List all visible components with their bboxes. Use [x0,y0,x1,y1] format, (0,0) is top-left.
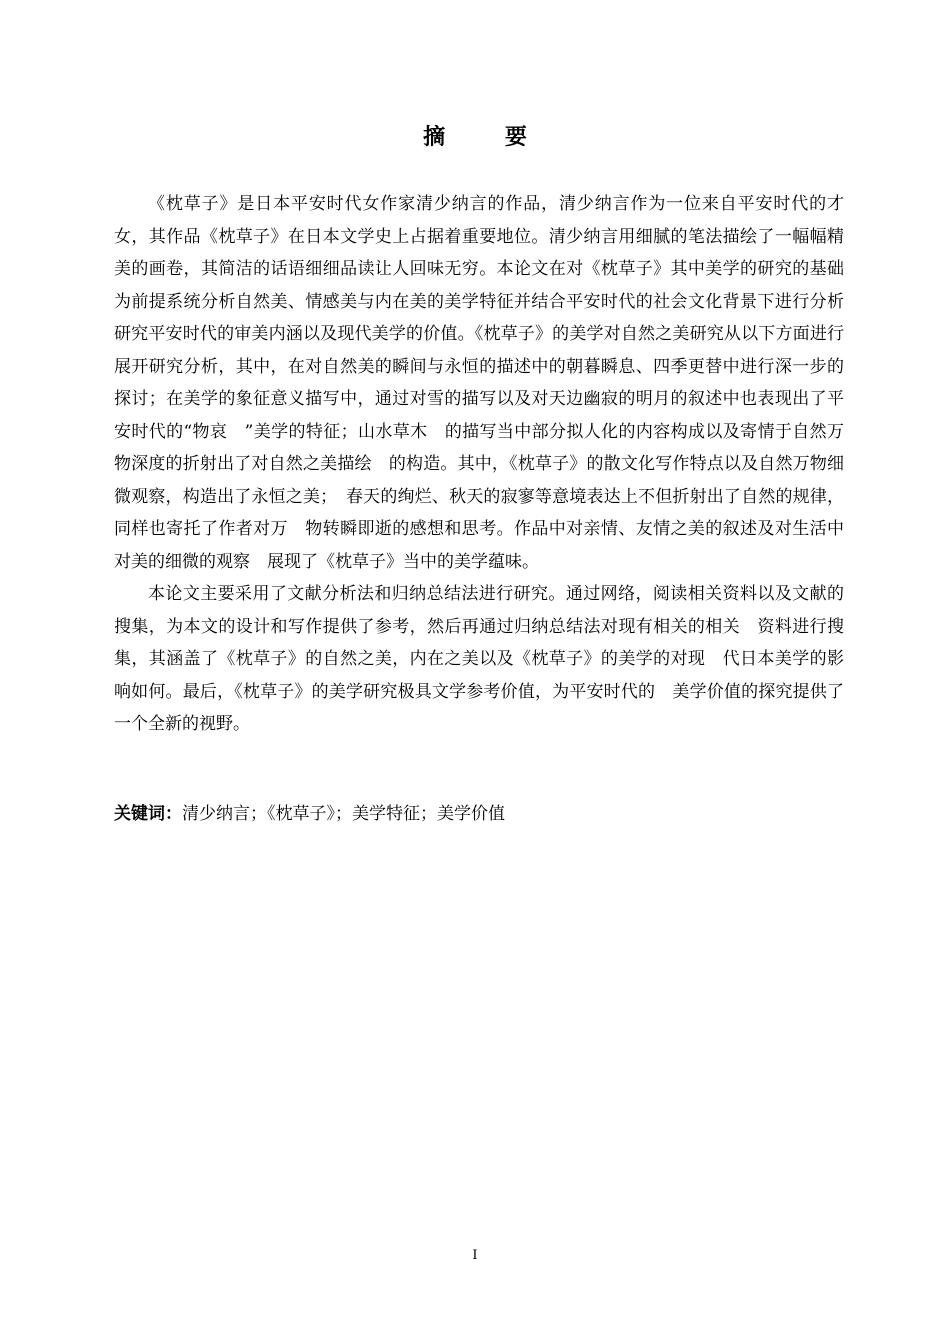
keywords-text: 清少纳言；《枕草子》；美学特征；美学价值 [182,804,505,824]
keywords-line [114,800,844,828]
abstract-paragraph-2: 本论文主要采用了文献分析法和归纳总结法进行研究。通过网络，阅读相关资料以及文献的搜集，为本文的设计和写作提供了参考，然后再通过归纳总结法对现有相关的相关 资料进行搜集，其涵盖了《枕草子》的自然之美，内在之美以及《枕草子》的美学的对现 代日本美学的影响如何。最后，《枕草子》的美学研究极具文学参考价值，为平安时代的 美学价值的探究提供了一个全新的视野。 [114,584,844,734]
abstract-title: 摘 要 [423,125,553,150]
abstract-paragraph-1: 《枕草子》是日本平安时代女作家清少纳言的作品，清少纳言作为一位来自平安时代的才女，其作品《枕草子》在日本文学史上占据着重要地位。清少纳言用细腻的笔法描绘了一幅幅精美的画卷，其简洁的话语细细品读让人回味无穷。本论文在对《枕草子》其中美学的研究的基础为前提系统分析自然美、情感美与内在美的美学特征并结合平安时代的社会文化背景下进行分析研究平安时代的审美内涵以及现代美学的价值。《枕草子》的美学对自然之美研究从以下方面进行展开研究分析，其中，在对自然美的瞬间与永恒的描述中的朝暮瞬息、四季更替中进行深一步的探讨；在美学的象征意义描写中，通过对雪的描写以及对天边幽寂的明月的叙述中也表现出了平安时代的“物哀 ”美学的特征；山水草木 的描写当中部分拟人化的内容构成以及寄情于自然万物深度的折射出了对自然之美描绘 的构造。其中，《枕草子》的散文化写作特点以及自然万物细微观察，构造出了永恒之美； 春天的绚烂、秋天的寂寥等意境表达上不但折射出了自然的规律，同样也寄托了作者对万 物转瞬即逝的感想和思考。作品中对亲情、友情之美的叙述及对生活中对美的细微的观察 展现了《枕草子》当中的美学蕴味。 [114,194,844,572]
abstract-body [114,188,844,741]
keywords-label: 关键词： [114,804,182,824]
page-number: I [472,1248,478,1263]
